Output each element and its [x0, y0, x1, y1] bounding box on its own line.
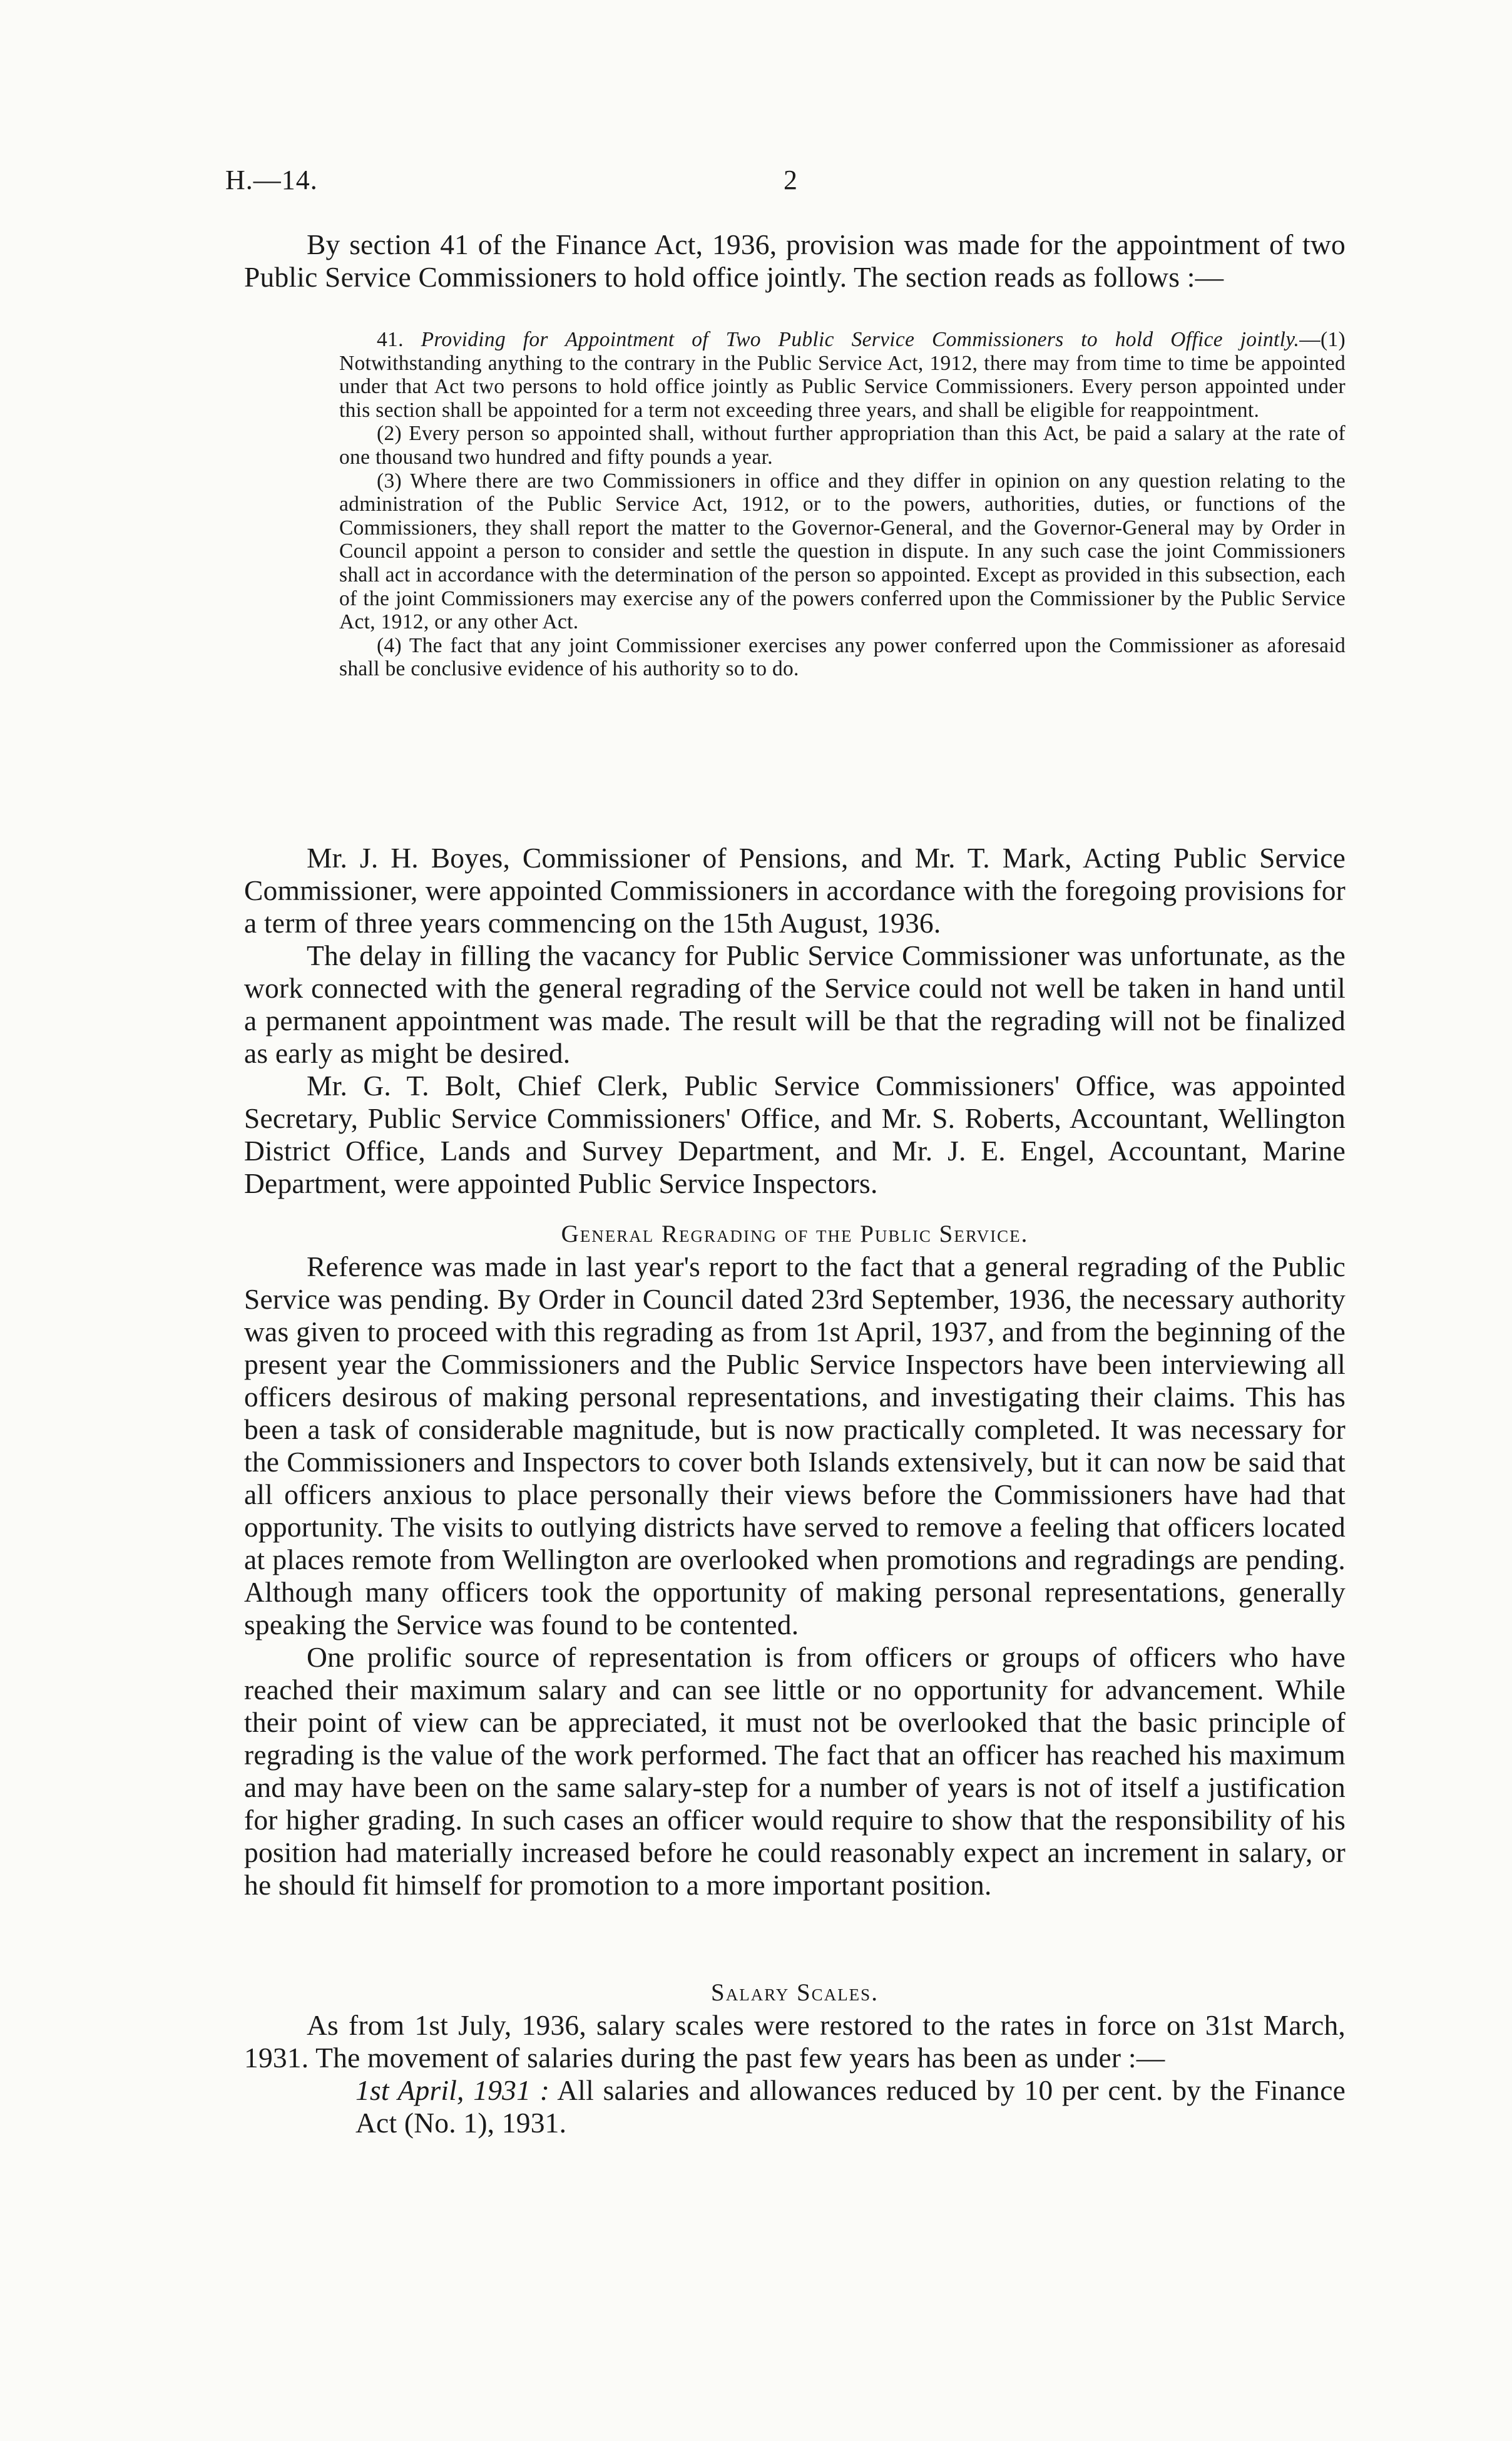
- paragraph-salary-intro: As from 1st July, 1936, salary scales were restored to the rates in force on 31st March, 1931. The movement of salaries during the past few years has been as under :—: [244, 2009, 1346, 2074]
- salary-item-date: 1st April, 1931 :: [355, 2074, 550, 2106]
- salary-item-1931: [355, 2074, 1346, 2139]
- paragraph-inspectors: Mr. G. T. Bolt, Chief Clerk, Public Service Commissioners' Office, was appointed Secretary, Public Service Commissioners' Office, and Mr. S. Roberts, Accountant, Wellington District Office, Lands and Survey Department, and Mr. J. E. Engel, Accountant, Marine Department, were appointed Public Service Inspectors.: [244, 1070, 1346, 1199]
- section-41-subsection-3: (3) Where there are two Commissioners in office and they differ in opinion on any question relating to the administration of the Public Service Act, 1912, or to the powers, authorities, duties, or functions of the Commissioners, they shall report the matter to the Governor-General, and the Governor-General may by Order in Council appoint a person to consider and settle the question in dispute. In any such case the joint Commissioners shall act in accordance with the determination of the person so appointed. Except as provided in this subsection, each of the joint Commissioners may exercise any of the powers conferred upon the Commissioner by the Public Service Act, 1912, or any other Act.: [339, 469, 1346, 634]
- paragraph-regrading-1: Reference was made in last year's report to the fact that a general regrading of the Public Service was pending. By Order in Council dated 23rd September, 1936, the necessary authority was given to proceed with this regrading as from 1st April, 1937, and from the beginning of the present year the Commissioners and the Public Service Inspectors have been interviewing all officers desirous of making personal representations, and investigating their claims. This has been a task of considerable magnitude, but is now practically completed. It was necessary for the Commissioners and Inspectors to cover both Islands extensively, but it can now be said that all officers anxious to place personally their views before the Commissioners have had that opportunity. The visits to outlying districts have served to remove a feeling that officers located at places remote from Wellington are overlooked when promotions and regradings are pending. Although many officers took the opportunity of making personal representations, generally speaking the Service was found to be contented.: [244, 1251, 1346, 1640]
- section-41-quote: [339, 328, 1346, 681]
- heading-general-regrading: General Regrading of the Public Service.: [561, 1220, 1029, 1247]
- heading-salary-scales: Salary Scales.: [711, 1979, 879, 2006]
- regrading-section: [244, 1218, 1346, 1901]
- section-text-1: —(1) Notwithstanding anything to the contrary in the Public Service Act, 1912, there may from time to time be appointed under that Act two persons to hold office jointly as Public Service Commissioners. Every person appointed under this section shall be appointed for a term not exceeding three years, and shall be eligible for reappointment.: [339, 328, 1346, 422]
- paragraph-appointment: Mr. J. H. Boyes, Commissioner of Pensions, and Mr. T. Mark, Acting Public Service Commissioner, were appointed Commissioners in accordance with the foregoing provisions for a term of three years commencing on the 15th August, 1936.: [244, 842, 1346, 939]
- salary-section: [244, 1977, 1346, 2139]
- section-41-subsection-4: (4) The fact that any joint Commissioner exercises any power conferred upon the Commissioner as aforesaid shall be conclusive evidence of his authority so to do.: [339, 633, 1346, 681]
- section-number: 41.: [377, 328, 404, 351]
- salary-item-text: All salaries and allowances reduced by 10 per cent. by the Finance Act (No. 1), 1931.: [355, 2074, 1346, 2139]
- paragraph-regrading-2: One prolific source of representation is from officers or groups of officers who have reached their maximum salary and can see little or no opportunity for advancement. While their point of view can be appreciated, it must not be overlooked that the basic principle of regrading is the value of the work performed. The fact that an officer has reached his maximum and may have been on the same salary-step for a number of years is not of itself a justification for higher grading. In such cases an officer would require to show that the responsibility of his position had materially increased before he could reasonably expect an increment in salary, or he should fit himself for promotion to a more important position.: [244, 1641, 1346, 1901]
- section-title: Providing for Appointment of Two Public Service Commissioners to hold Office jointly.: [421, 328, 1300, 351]
- appointments-block: [244, 842, 1346, 1200]
- intro-paragraph: By section 41 of the Finance Act, 1936, provision was made for the appointment of two Public Service Commissioners to hold office jointly. The section reads as follows :—: [244, 228, 1346, 293]
- report-reference: H.—14.: [225, 165, 318, 195]
- intro-block: [244, 228, 1346, 294]
- page-number: 2: [784, 165, 798, 195]
- section-41-subsection-2: (2) Every person so appointed shall, without further appropriation than this Act, be paid a salary at the rate of one thousand two hundred and fifty pounds a year.: [339, 422, 1346, 469]
- section-41-subsection-1: [339, 328, 1346, 422]
- paragraph-delay: The delay in filling the vacancy for Public Service Commissioner was unfortunate, as the work connected with the general regrading of the Service could not well be taken in hand until a permanent appointment was made. The result will be that the regrading will not be finalized as early as might be desired.: [244, 939, 1346, 1069]
